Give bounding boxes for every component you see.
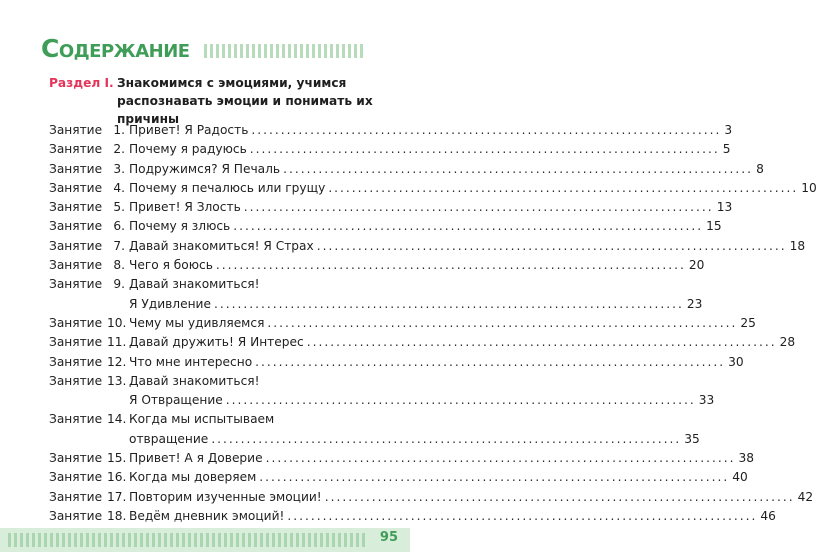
leader-dots: ................................................................................ — [213, 296, 684, 311]
entry-page: 15 — [706, 219, 722, 234]
entry-label: Занятие — [49, 200, 103, 215]
entry-page: 5 — [722, 142, 731, 157]
entry-number: 14. — [107, 412, 127, 427]
entry-title: Когда мы доверяем — [129, 470, 257, 485]
toc-entry — [49, 121, 733, 140]
entry-title: Привет! Я Радость — [129, 123, 249, 137]
entry-page: 3 — [724, 123, 733, 137]
title-decoration — [204, 44, 364, 58]
leader-dots: ................................................................................ — [259, 470, 730, 485]
entry-page: 42 — [797, 489, 814, 504]
entry-title-line: Давай знакомиться! — [129, 373, 260, 388]
leader-dots: ................................................................................ — [287, 508, 758, 523]
entry-page: 18 — [789, 238, 806, 253]
entry-label: Занятие — [49, 315, 103, 330]
entry-number: 2. — [113, 142, 125, 157]
entry-page: 40 — [732, 470, 748, 485]
entry-label: Занятие — [49, 489, 103, 504]
leader-dots: ................................................................................ — [316, 238, 787, 253]
entry-page: 46 — [760, 508, 776, 523]
leader-dots: ................................................................................ — [324, 489, 795, 504]
entry-page: 13 — [716, 200, 733, 215]
entry-number: 6. — [113, 219, 125, 234]
entry-title: отвращение — [129, 431, 209, 446]
toc-entry — [49, 140, 731, 159]
entry-number: 11. — [107, 335, 127, 350]
toc-entry — [49, 314, 756, 333]
section-label: Раздел I. — [49, 76, 114, 90]
section-text: Знакомимся с эмоциями, учимся распознавать эмоции и понимать их причины — [117, 76, 373, 126]
leader-dots: ................................................................................ — [251, 123, 722, 137]
footer-decoration — [8, 533, 368, 547]
entry-label: Занятие — [49, 180, 103, 195]
leader-dots: ................................................................................ — [306, 335, 777, 350]
toc-entry — [49, 353, 744, 372]
toc-entry — [49, 237, 806, 256]
leader-dots: ................................................................................ — [211, 431, 682, 446]
toc-entry — [49, 372, 715, 411]
entry-label: Занятие — [49, 451, 103, 466]
toc-entry — [49, 275, 703, 314]
toc-entry — [49, 507, 776, 526]
entry-number: 8. — [113, 258, 125, 273]
entry-number: 18. — [107, 508, 127, 523]
entry-number: 5. — [113, 200, 125, 215]
entry-label: Занятие — [49, 354, 103, 369]
entry-title: Повторим изученные эмоции! — [129, 489, 322, 504]
entry-label: Занятие — [49, 123, 103, 137]
entry-title: Почему я печалюсь или грущу — [129, 180, 326, 195]
entry-title: Почему я злюсь — [129, 219, 231, 234]
toc-entry — [49, 449, 755, 468]
entry-label: Занятие — [49, 277, 103, 292]
entry-title: Давай дружить! Я Интерес — [129, 335, 304, 350]
toc-entry — [49, 198, 733, 217]
entry-page: 38 — [738, 451, 755, 466]
toc-entry — [49, 256, 705, 275]
table-of-contents — [49, 121, 817, 526]
entry-number: 9. — [113, 277, 125, 292]
entry-label: Занятие — [49, 412, 103, 427]
page-title: Содержание — [41, 34, 190, 63]
entry-title: Почему я радуюсь — [129, 142, 247, 157]
entry-number: 1. — [113, 123, 125, 137]
entry-number: 4. — [113, 180, 125, 195]
entry-title: Давай знакомиться! Я Страх — [129, 238, 314, 253]
leader-dots: ................................................................................ — [233, 219, 704, 234]
entry-label: Занятие — [49, 373, 103, 388]
entry-page: 23 — [686, 296, 703, 311]
entry-title: Подружимся? Я Печаль — [129, 161, 281, 176]
entry-label: Занятие — [49, 258, 103, 273]
entry-number: 17. — [107, 489, 127, 504]
entry-page: 10 — [801, 180, 817, 195]
entry-page: 8 — [756, 161, 764, 176]
entry-page: 25 — [740, 315, 756, 330]
entry-page: 35 — [684, 431, 700, 446]
entry-title: Ведём дневник эмоций! — [129, 508, 285, 523]
toc-entry — [49, 160, 764, 179]
entry-number: 7. — [113, 238, 125, 253]
toc-entry — [49, 410, 700, 449]
toc-entry — [49, 179, 817, 198]
entry-page: 28 — [779, 335, 796, 350]
entry-label: Занятие — [49, 335, 103, 350]
entry-title: Привет! А я Доверие — [129, 451, 263, 466]
entry-page: 20 — [688, 258, 705, 273]
entry-title-line: Когда мы испытываем — [129, 412, 275, 427]
entry-title-line: Давай знакомиться! — [129, 277, 260, 292]
toc-entry — [49, 217, 722, 236]
leader-dots: ................................................................................ — [255, 354, 726, 369]
entry-number: 15. — [107, 451, 127, 466]
entry-number: 12. — [107, 354, 127, 369]
entry-title: Я Удивление — [129, 296, 211, 311]
entry-title: Привет! Я Злость — [129, 200, 241, 215]
entry-title: Я Отвращение — [129, 393, 223, 408]
leader-dots: ................................................................................ — [215, 258, 686, 273]
toc-entry — [49, 333, 796, 352]
entry-label: Занятие — [49, 508, 103, 523]
entry-label: Занятие — [49, 470, 103, 485]
entry-number: 3. — [113, 161, 125, 176]
entry-page: 30 — [728, 354, 744, 369]
toc-entry — [49, 488, 814, 507]
leader-dots: ................................................................................ — [249, 142, 720, 157]
leader-dots: ................................................................................ — [328, 180, 799, 195]
entry-number: 13. — [107, 373, 127, 388]
entry-title: Чему мы удивляемся — [129, 315, 265, 330]
entry-number: 10. — [107, 315, 127, 330]
toc-entry — [49, 468, 748, 487]
entry-label: Занятие — [49, 161, 103, 176]
entry-title: Что мне интересно — [129, 354, 253, 369]
page-number: 95 — [379, 530, 398, 545]
entry-label: Занятие — [49, 219, 103, 234]
entry-label: Занятие — [49, 238, 103, 253]
leader-dots: ................................................................................ — [267, 315, 738, 330]
entry-number: 16. — [107, 470, 127, 485]
leader-dots: ................................................................................ — [283, 161, 754, 176]
leader-dots: ................................................................................ — [243, 200, 714, 215]
leader-dots: ................................................................................ — [265, 451, 736, 466]
leader-dots: ................................................................................ — [225, 393, 696, 408]
entry-page: 33 — [698, 393, 715, 408]
entry-label: Занятие — [49, 142, 103, 157]
entry-title: Чего я боюсь — [129, 258, 213, 273]
